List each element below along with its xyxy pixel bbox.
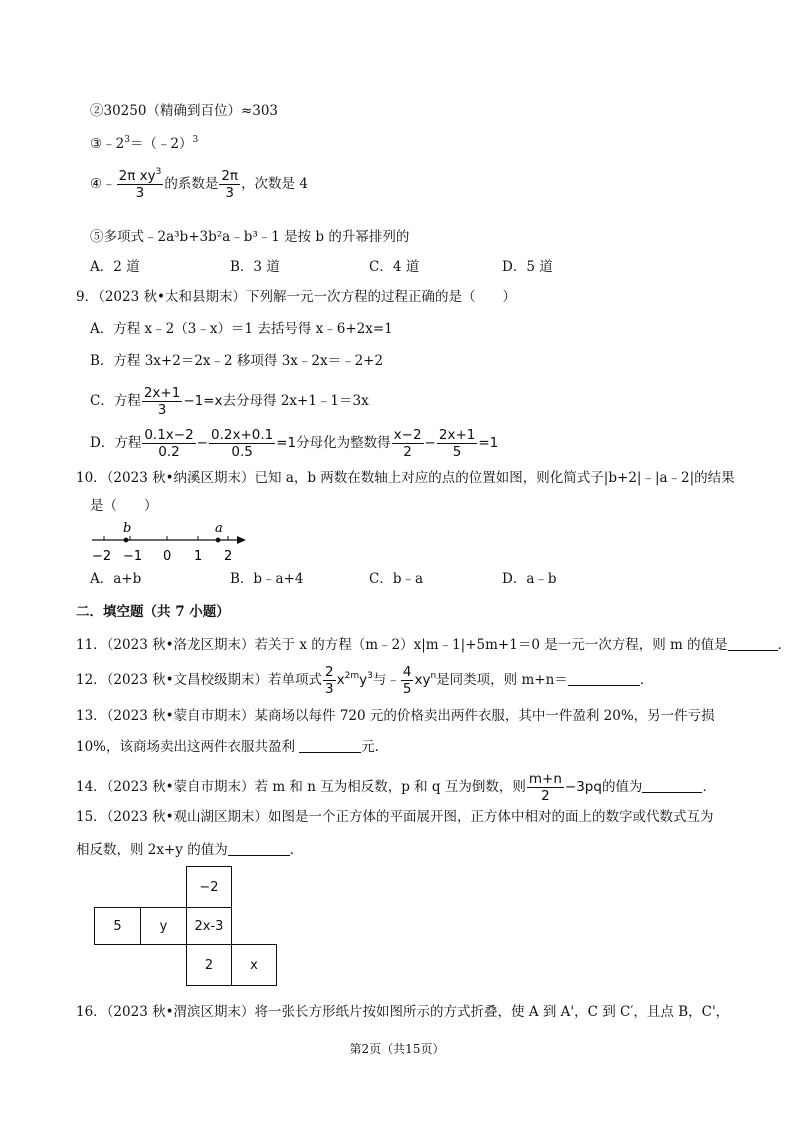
q10-option-a[interactable]: A．a+b: [90, 571, 142, 587]
net-cell: x: [231, 944, 277, 986]
statement-3: $③﹣2^3=(﹣2)^3$: [90, 135, 199, 152]
tick-label: 1: [194, 549, 203, 564]
q9-option-a[interactable]: A．方程 x﹣2（3﹣x）＝1 去括号得 x﹣6+2x=1: [90, 321, 393, 337]
fraction: $\frac{2\pi xy^3}{3}$: [118, 167, 162, 201]
q10-stem-cont: 是（ ）: [90, 498, 158, 514]
q14: 14．（2023 秋•蒙自市期末）若 m 和 n 互为相反数，p 和 q 互为倒数，则 $\frac{m+n}{2}$ −3pq的值为 ．: [76, 771, 716, 804]
q8-option-a[interactable]: A．2 道: [90, 259, 140, 275]
q10-option-d[interactable]: D．a﹣b: [502, 571, 557, 587]
section-heading: 二．填空题（共 7 小题）: [76, 604, 230, 620]
q8-option-d[interactable]: D．5 道: [502, 259, 553, 275]
q10-stem: 10．（2023 秋•纳溪区期末）已知 a，b 两数在数轴上对应的点的位置如图，则化简式子|b+2|﹣|a﹣2|的结果: [76, 470, 735, 486]
page-footer: 第2页（共15页）: [349, 1042, 445, 1056]
answer-blank[interactable]: [642, 778, 702, 793]
statement-5: ⑤多项式﹣2a³b+3b²a﹣b³﹣1 是按 b 的升幂排列的: [90, 229, 410, 245]
q12: 12．（2023 秋•文昌校级期末）若单项式 $\frac{2}{3}$ $x^{2m}y^3$与﹣ $\frac{4}{5}$ $xy^n$是同类项，则 m+n＝ ．: [76, 664, 654, 697]
q9-option-b[interactable]: B．方程 3x+2＝2x﹣2 移项得 3x﹣2x＝﹣2+2: [90, 353, 384, 369]
q13-line1: 13．（2023 秋•蒙自市期末）某商场以每件 720 元的价格卖出两件衣服，其中一件盈利 20%，另一件亏损: [76, 708, 715, 724]
tick-label: 2: [224, 549, 233, 564]
tick-label: −2: [92, 549, 112, 564]
q16: 16．（2023 秋•渭滨区期末）将一张长方形纸片按如图所示的方式折叠，使 A 到 A'，C 到 C′，且点 B，C'，: [76, 1004, 730, 1020]
net-cell: y: [140, 907, 187, 945]
number-line: [88, 518, 258, 564]
point-a-dot: [216, 538, 221, 543]
point-b-label: b: [123, 521, 132, 536]
q8-option-c[interactable]: C．4 道: [369, 259, 420, 275]
statement-4: ④﹣ $\frac{2\pi xy^3}{3}$ 的系数是 $\frac{2\pi}{3}$ ，次数是 4: [90, 167, 308, 201]
q9-option-c[interactable]: C．方程 $\frac{2x+1}{3}$ −1=x去分母得 2x+1﹣1＝3x: [90, 385, 369, 418]
q13-line2: 10%，该商场卖出这两件衣服共盈利 元．: [76, 739, 389, 755]
point-b-dot: [124, 538, 129, 543]
q8-option-b[interactable]: B．3 道: [230, 259, 280, 275]
net-cell: 2: [186, 944, 232, 986]
q15-line1: 15．（2023 秋•观山湖区期末）如图是一个正方体的平面展开图，正方体中相对的面上的数字或代数式互为: [76, 809, 714, 825]
answer-blank[interactable]: [728, 636, 778, 651]
q10-option-b[interactable]: B．b﹣a+4: [230, 571, 304, 587]
answer-blank[interactable]: [299, 738, 361, 753]
q10-option-c[interactable]: C．b﹣a: [369, 571, 424, 587]
q9-stem: 9．（2023 秋•太和县期末）下列解一元一次方程的过程正确的是（ ）: [76, 289, 516, 305]
tick-label: −1: [123, 549, 143, 564]
answer-blank[interactable]: [228, 841, 290, 856]
q15-line2: 相反数，则 2x+y 的值为 ．: [76, 842, 304, 858]
statement-2: ②30250（精确到百位）≈303: [90, 103, 279, 119]
net-cell: 5: [94, 907, 141, 945]
net-cell: −2: [186, 866, 232, 908]
net-cell: 2x-3: [186, 907, 232, 945]
answer-blank[interactable]: [568, 671, 640, 686]
point-a-label: a: [215, 521, 223, 536]
tick-label: 0: [163, 549, 172, 564]
q11: 11．（2023 秋•洛龙区期末）若关于 x 的方程（m﹣2）x|m﹣1|+5m+1＝0 是一元一次方程，则 m 的值是 ．: [76, 637, 792, 653]
fraction: $\frac{2\pi}{3}$: [221, 168, 239, 201]
q9-option-d[interactable]: D．方程 $\frac{0.1x-2}{0.2}$ − $\frac{0.2x+0.1}{0.5}$ =1分母化为整数得 $\frac{x-2}{2}$ − $\frac{2x+1}{5}$ =1: [90, 427, 499, 460]
